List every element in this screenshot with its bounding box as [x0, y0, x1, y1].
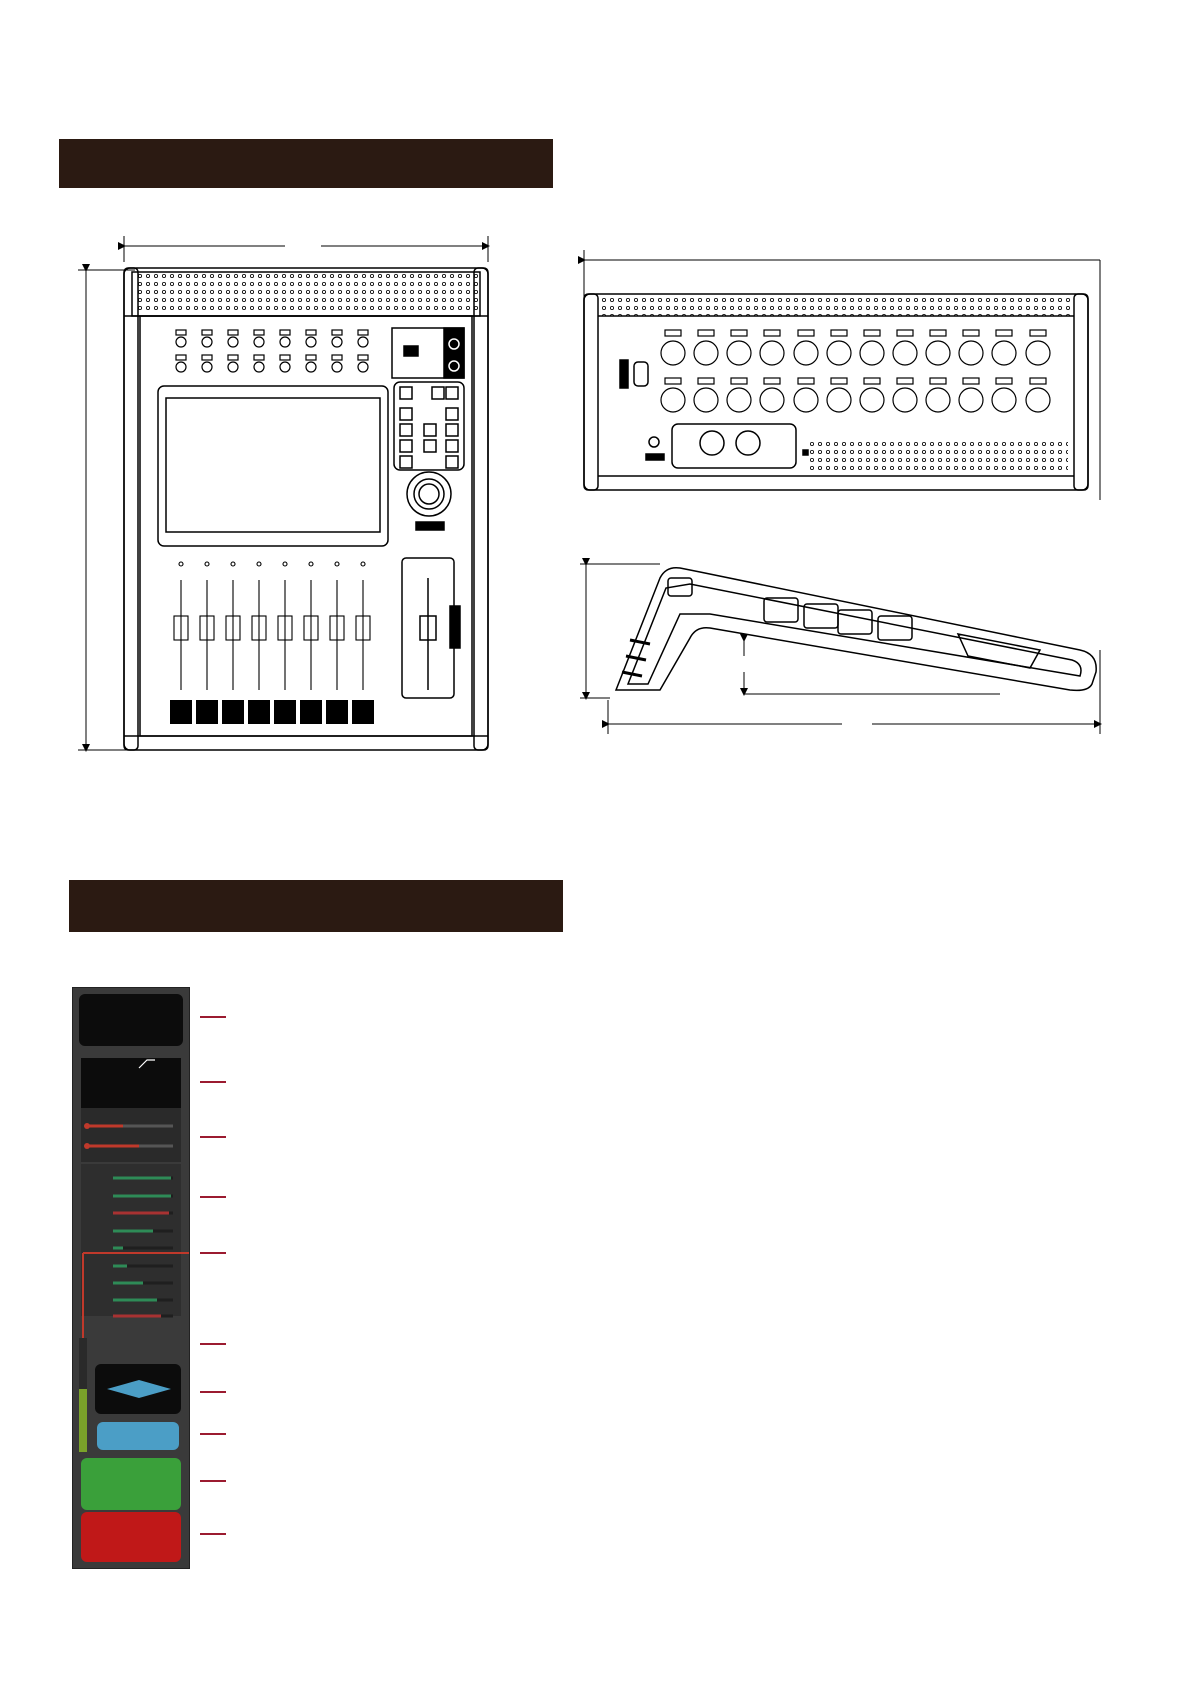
channel-strip	[72, 987, 190, 1569]
callout-line	[200, 1081, 226, 1083]
callout-line	[200, 1196, 226, 1198]
select-button[interactable]	[97, 1422, 179, 1450]
callout-line	[200, 1016, 226, 1018]
callout-line	[200, 1343, 226, 1345]
callout-line	[200, 1433, 226, 1435]
top-view-drawing	[78, 236, 488, 750]
callout-line	[200, 1480, 226, 1482]
rear-view-drawing	[584, 250, 1100, 500]
mute-button[interactable]	[81, 1458, 181, 1510]
sends-section	[81, 1164, 181, 1316]
callout-line	[200, 1391, 226, 1393]
callout-line	[200, 1533, 226, 1535]
channel-name-display[interactable]	[79, 994, 183, 1046]
eq-curve-display[interactable]	[81, 1058, 181, 1108]
callout-line	[200, 1136, 226, 1138]
callout-line	[200, 1252, 226, 1254]
side-view-drawing	[580, 564, 1100, 734]
solo-button[interactable]	[81, 1512, 181, 1562]
dynamics-section	[81, 1108, 181, 1162]
channel-strip-graphic	[73, 988, 189, 1568]
